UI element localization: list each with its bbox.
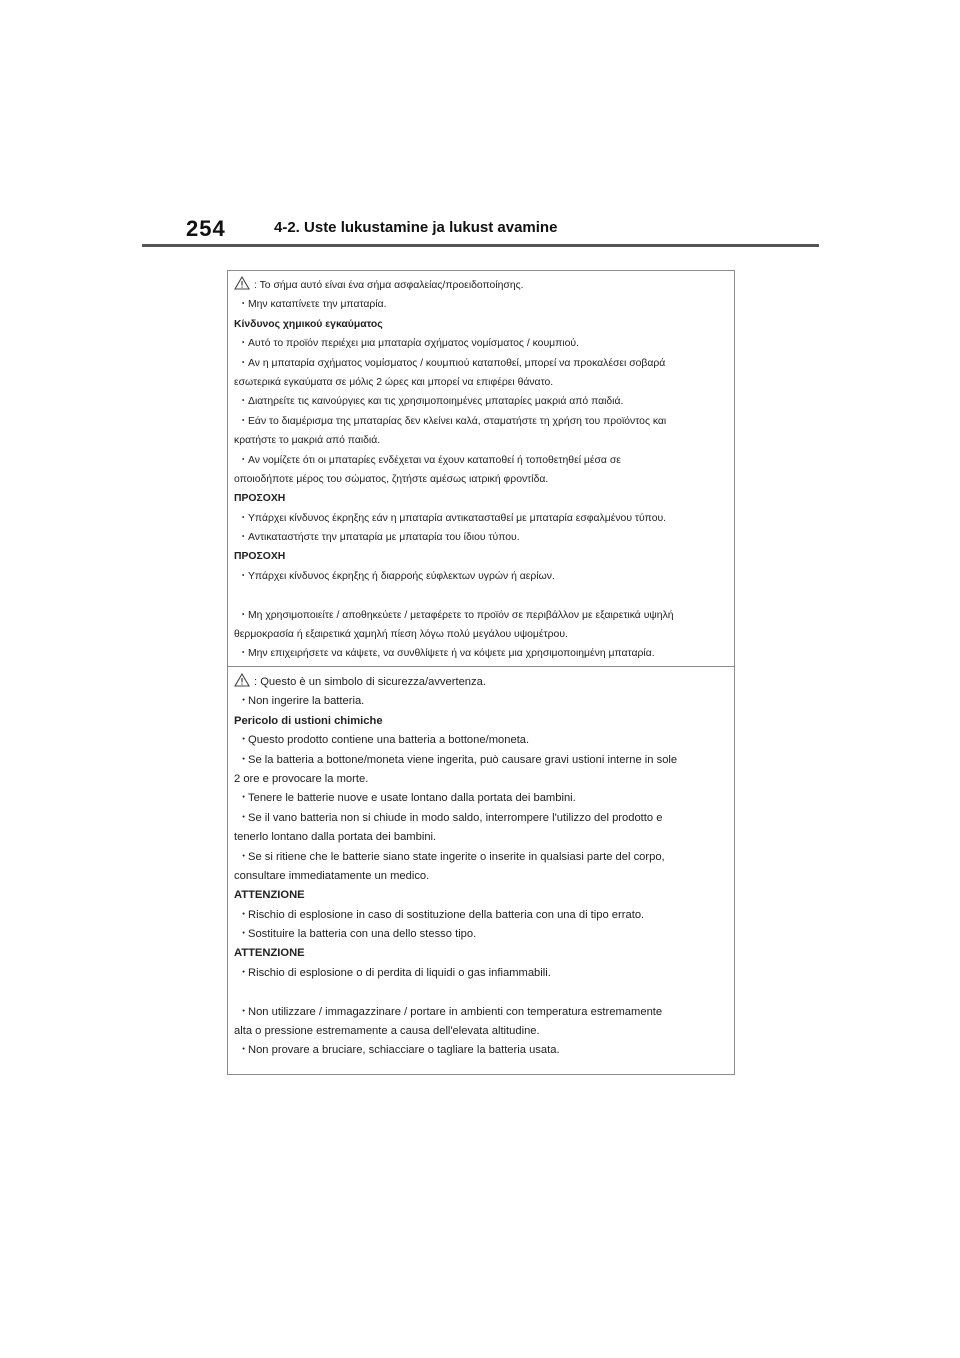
- greek-continuation: κρατήστε το μακριά από παιδιά.: [234, 435, 381, 447]
- italian-symbol-line: [234, 673, 726, 692]
- italian-item: ・Rischio di esplosione in caso di sostituzione della batteria con una di tipo errato.: [234, 906, 726, 925]
- bullet: ・: [238, 966, 250, 979]
- italian-item: ・Questo prodotto contiene una batteria a bottone/moneta.: [234, 731, 726, 750]
- bullet: ・: [238, 609, 249, 621]
- bullet: ・: [238, 695, 250, 708]
- spacer: [234, 586, 726, 605]
- bullet: ・: [238, 415, 249, 427]
- bullet: ・: [238, 338, 249, 350]
- italian-item: ・Non utilizzare / immagazzinare / portare in ambienti con temperatura estremamente: [234, 1003, 726, 1022]
- italian-item: ・Non ingerire la batteria.: [234, 692, 726, 711]
- bullet: ・: [238, 357, 249, 369]
- greek-item: ・Μην επιχειρήσετε να κάψετε, να συνθλίψετε ή να κόψετε μια χρησιμοποιημένη μπαταρία.: [234, 644, 726, 663]
- italian-heading: ATTENZIONE: [234, 889, 305, 902]
- greek-continuation: εσωτερικά εγκαύματα σε μόλις 2 ώρες και μπορεί να επιφέρει θάνατο.: [234, 376, 554, 388]
- greek-symbol-text: : Το σήμα αυτό είναι ένα σήμα ασφαλείας/προειδοποίησης.: [254, 280, 524, 291]
- italian-heading: ATTENZIONE: [234, 947, 305, 960]
- bullet: ・: [238, 1005, 250, 1018]
- italian-continuation: 2 ore e provocare la morte.: [234, 772, 369, 785]
- greek-item: ・Αν η μπαταρία σχήματος νομίσματος / κουμπιού καταποθεί, μπορεί να προκαλέσει σοβαρά: [234, 354, 726, 373]
- greek-heading: ΠΡΟΣΟΧΗ: [234, 493, 286, 505]
- greek-heading: ΠΡΟΣΟΧΗ: [234, 551, 286, 563]
- greek-heading: Κίνδυνος χημικού εγκαύματος: [234, 318, 383, 330]
- italian-item: ・Rischio di esplosione o di perdita di liquidi o gas infiammabili.: [234, 964, 726, 983]
- greek-item: ・Αντικαταστήστε την μπαταρία με μπαταρία του ίδιου τύπου.: [234, 528, 726, 547]
- italian-item: ・Sostituire la batteria con una dello stesso tipo.: [234, 925, 726, 944]
- italian-item: ・Tenere le batterie nuove e usate lontano dalla portata dei bambini.: [234, 789, 726, 808]
- bullet: ・: [238, 850, 250, 863]
- bullet: ・: [238, 512, 249, 524]
- greek-item: ・Μη χρησιμοποιείτε / αποθηκεύετε / μεταφέρετε το προϊόν σε περιβάλλον με εξαιρετικά υψηλή: [234, 606, 726, 625]
- header-rule: [142, 244, 819, 247]
- warning-triangle-icon: [234, 673, 250, 687]
- greek-item: ・Αν νομίζετε ότι οι μπαταρίες ενδέχεται να έχουν καταποθεί ή τοποθετηθεί μέσα σε: [234, 451, 726, 470]
- italian-continuation: consultare immediatamente un medico.: [234, 869, 430, 882]
- greek-item: ・Υπάρχει κίνδυνος έκρηξης ή διαρροής εύφλεκτων υγρών ή αερίων.: [234, 567, 726, 586]
- italian-item: ・Se la batteria a bottone/moneta viene ingerita, può causare gravi ustioni interne in sole: [234, 751, 726, 770]
- bullet: ・: [238, 734, 250, 747]
- greek-item: ・Μην καταπίνετε την μπαταρία.: [234, 295, 726, 314]
- greek-warning-block: [234, 276, 726, 664]
- bullet: ・: [238, 396, 249, 408]
- italian-continuation: alta o pressione estremamente a causa dell'elevata altitudine.: [234, 1025, 540, 1038]
- italian-symbol-text: : Questo è un simbolo di sicurezza/avvertenza.: [254, 676, 486, 688]
- italian-continuation: tenerlo lontano dalla portata dei bambini.: [234, 831, 437, 844]
- greek-continuation: θερμοκρασία ή εξαιρετικά χαμηλή πίεση λόγω πολύ μεγάλου υψομέτρου.: [234, 629, 568, 641]
- page-number: 254: [186, 216, 226, 241]
- greek-item: ・Διατηρείτε τις καινούργιες και τις χρησιμοποιημένες μπαταρίες μακριά από παιδιά.: [234, 392, 726, 411]
- greek-symbol-line: [234, 276, 726, 295]
- bullet: ・: [238, 454, 249, 466]
- bullet: ・: [238, 648, 249, 660]
- bullet: ・: [238, 908, 250, 921]
- warning-triangle-icon: [234, 276, 250, 290]
- bullet: ・: [238, 299, 249, 311]
- italian-heading: Pericolo di ustioni chimiche: [234, 714, 383, 727]
- bullet: ・: [238, 570, 249, 582]
- bullet: ・: [238, 753, 250, 766]
- greek-continuation: οποιοδήποτε μέρος του σώματος, ζητήστε αμέσως ιατρική φροντίδα.: [234, 473, 549, 485]
- bullet: ・: [238, 928, 250, 941]
- spacer: [234, 983, 726, 1002]
- italian-warning-block: [234, 673, 726, 1061]
- bullet: ・: [238, 1044, 250, 1057]
- greek-item: ・Υπάρχει κίνδυνος έκρηξης εάν η μπαταρία αντικατασταθεί με μπαταρία εσφαλμένου τύπου.: [234, 509, 726, 528]
- italian-item: ・Se si ritiene che le batterie siano state ingerite o inserite in qualsiasi parte del corpo,: [234, 848, 726, 867]
- italian-item: ・Se il vano batteria non si chiude in modo saldo, interrompere l'utilizzo del prodotto e: [234, 809, 726, 828]
- page-header: [186, 216, 820, 244]
- bullet: ・: [238, 811, 250, 824]
- language-divider: [227, 666, 735, 667]
- italian-item: ・Non provare a bruciare, schiacciare o tagliare la batteria usata.: [234, 1041, 726, 1060]
- bullet: ・: [238, 532, 249, 544]
- section-title: 4-2. Uste lukustamine ja lukust avamine: [274, 219, 558, 236]
- greek-item: ・Αυτό το προϊόν περιέχει μια μπαταρία σχήματος νομίσματος / κουμπιού.: [234, 334, 726, 353]
- greek-item: ・Εάν το διαμέρισμα της μπαταρίας δεν κλείνει καλά, σταματήστε τη χρήση του προϊόντος και: [234, 412, 726, 431]
- bullet: ・: [238, 792, 250, 805]
